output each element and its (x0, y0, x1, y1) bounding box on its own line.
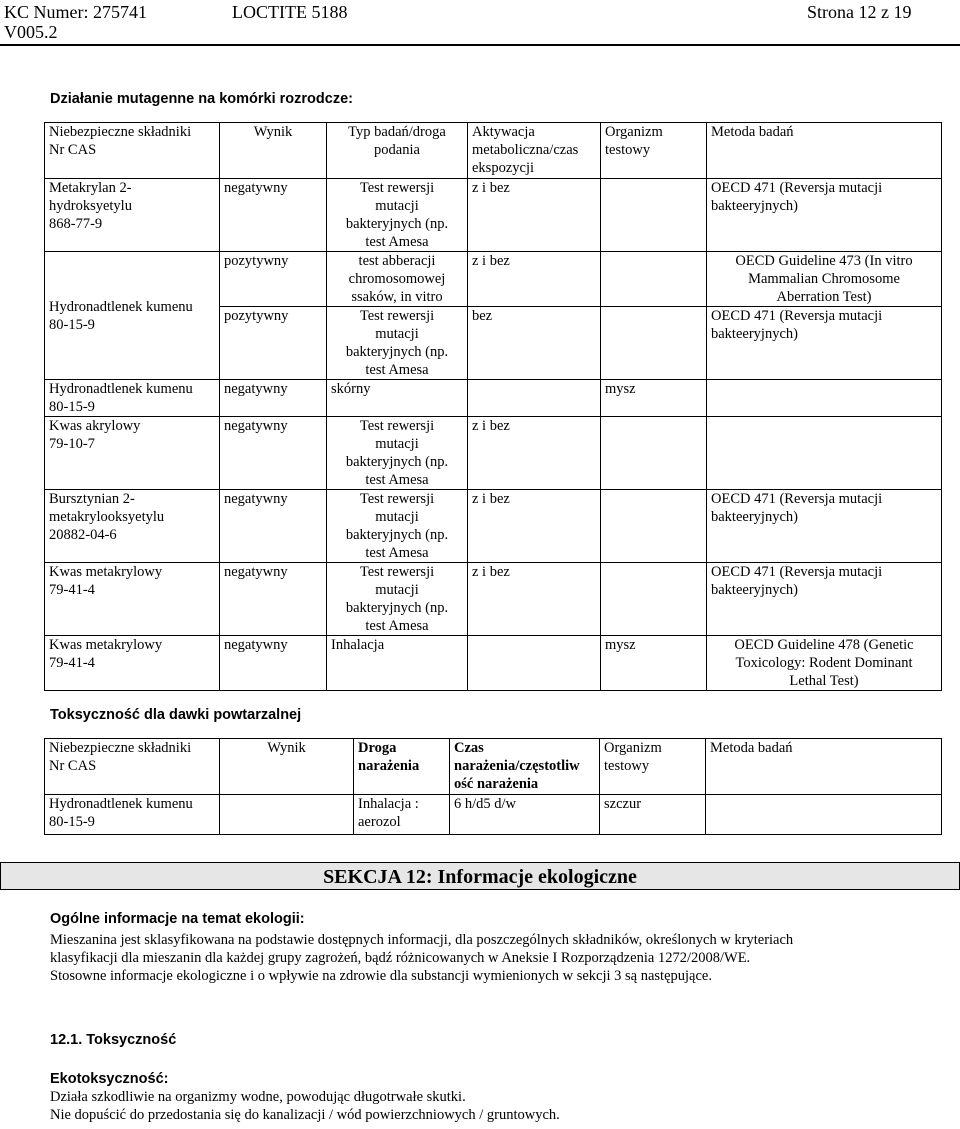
activation-cell: z i bez (468, 179, 601, 252)
general-ecology-heading: Ogólne informacje na temat ekologii: (50, 911, 305, 927)
component-cell: Kwas akrylowy 79-10-7 (45, 417, 220, 490)
header-route: Droga narażenia (354, 739, 450, 795)
organism-cell (601, 252, 707, 307)
organism-cell: szczur (600, 795, 706, 835)
ecotoxicity-text: Działa szkodliwie na organizmy wodne, powodując długotrwałe skutki. Nie dopuścić do przedostania się do kanalizacji / wód powierzchniowych / gruntowych. (50, 1089, 560, 1123)
header-method: Metoda badań (706, 739, 942, 795)
route-cell: Inhalacja : aerozol (354, 795, 450, 835)
header-result: Wynik (220, 739, 354, 795)
general-ecology-text: Mieszanina jest sklasyfikowana na podstawie dostępnych informacji, dla poszczególnych składników, określonych w kryteriach klasyfikacji dla mieszanin dla każdej grupy zagrożeń, bądź różnicowanych w Aneksie I Rozporządzenia 1272/2008/WE. Stosowne informacje ekologiczne i o wpływie na zdrowie dla substancji wymienionych w sekcji 3 są następujące. (50, 932, 794, 984)
method-cell: OECD 471 (Reversja mutacji bakteeryjnych) (707, 307, 942, 380)
table-row (45, 380, 942, 417)
document-number: KC Numer: 275741 (4, 2, 147, 22)
repeated-dose-table (44, 738, 942, 835)
header-organism: Organizm testowy (600, 739, 706, 795)
table-row (45, 636, 942, 691)
header-result: Wynik (220, 123, 327, 179)
header-component: Niebezpieczne składniki Nr CAS (45, 123, 220, 179)
result-cell: negatywny (220, 380, 327, 417)
component-cell: Hydronadtlenek kumenu 80-15-9 (45, 380, 220, 417)
table-row (45, 795, 942, 835)
header-test-type: Typ badań/droga podania (327, 123, 468, 179)
result-cell: negatywny (220, 563, 327, 636)
mutagenicity-title: Działanie mutagenne na komórki rozrodcze: (50, 91, 353, 107)
activation-cell: z i bez (468, 252, 601, 307)
organism-cell (601, 307, 707, 380)
page-number: Strona 12 z 19 (807, 2, 912, 22)
result-cell: negatywny (220, 179, 327, 252)
activation-cell: z i bez (468, 563, 601, 636)
result-cell: negatywny (220, 490, 327, 563)
method-cell: OECD Guideline 478 (Genetic Toxicology: Rodent Dominant Lethal Test) (707, 636, 942, 691)
table-header-row (45, 739, 942, 795)
method-cell: OECD Guideline 473 (In vitro Mammalian Chromosome Aberration Test) (707, 252, 942, 307)
header-divider (0, 44, 960, 46)
test-cell: Test rewersji mutacji bakteryjnych (np. test Amesa (327, 179, 468, 252)
table-row (45, 563, 942, 636)
organism-cell (601, 490, 707, 563)
toxicity-subheading: 12.1. Toksyczność (50, 1032, 177, 1048)
method-cell (706, 795, 942, 835)
table-row (45, 179, 942, 252)
result-cell: negatywny (220, 417, 327, 490)
result-cell (220, 795, 354, 835)
ecotoxicity-heading: Ekotoksyczność: (50, 1071, 169, 1087)
test-cell: Test rewersji mutacji bakteryjnych (np. test Amesa (327, 490, 468, 563)
activation-cell (468, 636, 601, 691)
result-cell: negatywny (220, 636, 327, 691)
table-row (45, 417, 942, 490)
repeated-dose-title: Toksyczność dla dawki powtarzalnej (50, 707, 302, 723)
method-cell: OECD 471 (Reversja mutacji bakteeryjnych) (707, 490, 942, 563)
organism-cell: mysz (601, 636, 707, 691)
activation-cell: z i bez (468, 490, 601, 563)
table-header-row (45, 123, 942, 179)
header-method: Metoda badań (707, 123, 942, 179)
mutagenicity-table (44, 122, 942, 691)
document-version: V005.2 (4, 22, 58, 42)
result-cell: pozytywny (220, 252, 327, 307)
component-cell: Metakrylan 2- hydroksyetylu 868-77-9 (45, 179, 220, 252)
test-cell: Test rewersji mutacji bakteryjnych (np. test Amesa (327, 563, 468, 636)
component-cell: Kwas metakrylowy 79-41-4 (45, 636, 220, 691)
test-cell: Inhalacja (327, 636, 468, 691)
component-cell: Hydronadtlenek kumenu 80-15-9 (45, 795, 220, 835)
component-cell: Kwas metakrylowy 79-41-4 (45, 563, 220, 636)
product-name: LOCTITE 5188 (232, 2, 348, 22)
component-cell: Hydronadtlenek kumenu 80-15-9 (45, 252, 220, 380)
test-cell: Test rewersji mutacji bakteryjnych (np. test Amesa (327, 307, 468, 380)
activation-cell (468, 380, 601, 417)
table-row (45, 252, 942, 307)
section-12-bar (0, 862, 960, 890)
header-exposure-time: Czas narażenia/częstotliw ość narażenia (450, 739, 600, 795)
test-cell: skórny (327, 380, 468, 417)
component-cell: Bursztynian 2- metakrylooksyetylu 20882-04-6 (45, 490, 220, 563)
table-row (45, 490, 942, 563)
activation-cell: z i bez (468, 417, 601, 490)
header-organism: Organizm testowy (601, 123, 707, 179)
method-cell: OECD 471 (Reversja mutacji bakteeryjnych) (707, 563, 942, 636)
organism-cell (601, 179, 707, 252)
method-cell: OECD 471 (Reversja mutacji bakteeryjnych) (707, 179, 942, 252)
activation-cell: bez (468, 307, 601, 380)
organism-cell: mysz (601, 380, 707, 417)
exposure-time-cell: 6 h/d5 d/w (450, 795, 600, 835)
method-cell (707, 417, 942, 490)
organism-cell (601, 563, 707, 636)
organism-cell (601, 417, 707, 490)
section-12-title: SEKCJA 12: Informacje ekologiczne (323, 866, 637, 888)
test-cell: Test rewersji mutacji bakteryjnych (np. test Amesa (327, 417, 468, 490)
header-component: Niebezpieczne składniki Nr CAS (45, 739, 220, 795)
test-cell: test abberacji chromosomowej ssaków, in vitro (327, 252, 468, 307)
method-cell (707, 380, 942, 417)
result-cell: pozytywny (220, 307, 327, 380)
header-activation: Aktywacja metaboliczna/czas ekspozycji (468, 123, 601, 179)
